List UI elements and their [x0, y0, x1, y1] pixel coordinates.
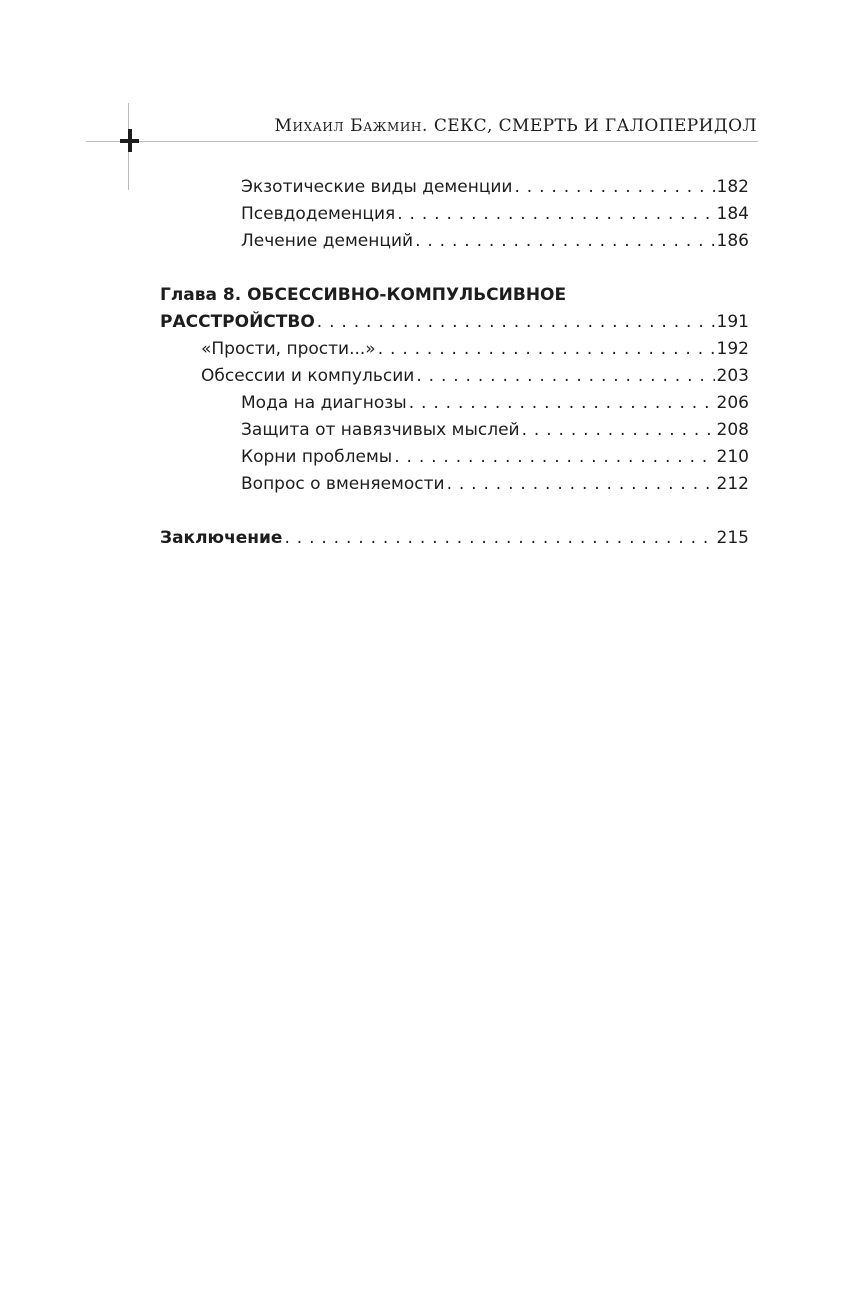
toc-conclusion-page: 215 — [716, 528, 749, 548]
toc-section-title: «Прости, прости...» — [201, 339, 376, 359]
dot-leader — [317, 309, 715, 335]
toc-subsection[interactable] — [241, 444, 749, 470]
toc-entry-page: 186 — [716, 231, 749, 251]
toc-entry-title: Лечение деменций — [241, 231, 414, 251]
toc-conclusion-title: Заключение — [160, 528, 283, 548]
toc-subsection-page: 206 — [716, 393, 749, 413]
toc-entry-title: Псевдодеменция — [241, 204, 396, 224]
dot-leader — [522, 417, 715, 443]
registration-mark-icon — [120, 129, 139, 152]
toc-subsection-title: Защита от навязчивых мыслей — [241, 420, 520, 440]
dot-leader — [394, 444, 714, 470]
dot-leader — [409, 390, 715, 416]
toc-subsection-title: Корни проблемы — [241, 447, 393, 467]
dot-leader — [416, 363, 714, 389]
toc-subsection[interactable] — [241, 471, 749, 497]
toc-entry-title: Экзотические виды деменции — [241, 177, 513, 197]
toc-subsection-page: 210 — [716, 447, 749, 467]
running-head-title: СЕКС, СМЕРТЬ И ГАЛОПЕРИДОЛ — [433, 116, 757, 136]
dot-leader — [397, 201, 714, 227]
toc-subsection-title: Мода на диагнозы — [241, 393, 407, 413]
toc-section-title: Обсессии и компульсии — [201, 366, 415, 386]
chapter-title[interactable]: Глава 8. ОБСЕССИВНО-КОМПУЛЬСИВНОЕ — [160, 285, 567, 305]
chapter-page: 191 — [716, 312, 749, 332]
dot-leader — [378, 336, 715, 362]
toc-subsection-page: 208 — [716, 420, 749, 440]
toc-entry[interactable] — [241, 174, 749, 200]
toc-subsection-page: 212 — [716, 474, 749, 494]
toc-entry[interactable] — [241, 228, 749, 254]
running-head — [275, 116, 757, 136]
toc-section[interactable] — [201, 336, 749, 362]
toc-entry-page: 184 — [716, 204, 749, 224]
toc-section-page: 192 — [716, 339, 749, 359]
toc-subsection[interactable] — [241, 417, 749, 443]
toc-entry[interactable] — [241, 201, 749, 227]
running-head-author: Михаил Бажмин. — [274, 116, 428, 136]
chapter-entry[interactable] — [160, 309, 749, 335]
chapter-title-continued: РАССТРОЙСТВО — [160, 312, 315, 332]
toc-section-page: 203 — [716, 366, 749, 386]
dot-leader — [447, 471, 715, 497]
dot-leader — [284, 525, 714, 551]
toc-subsection-title: Вопрос о вменяемости — [241, 474, 445, 494]
toc-section[interactable] — [201, 363, 749, 389]
toc-subsection[interactable] — [241, 390, 749, 416]
dot-leader — [515, 174, 715, 200]
header-rule — [86, 141, 758, 142]
toc-entry-page: 182 — [716, 177, 749, 197]
dot-leader — [415, 228, 714, 254]
toc-conclusion[interactable] — [160, 525, 749, 551]
